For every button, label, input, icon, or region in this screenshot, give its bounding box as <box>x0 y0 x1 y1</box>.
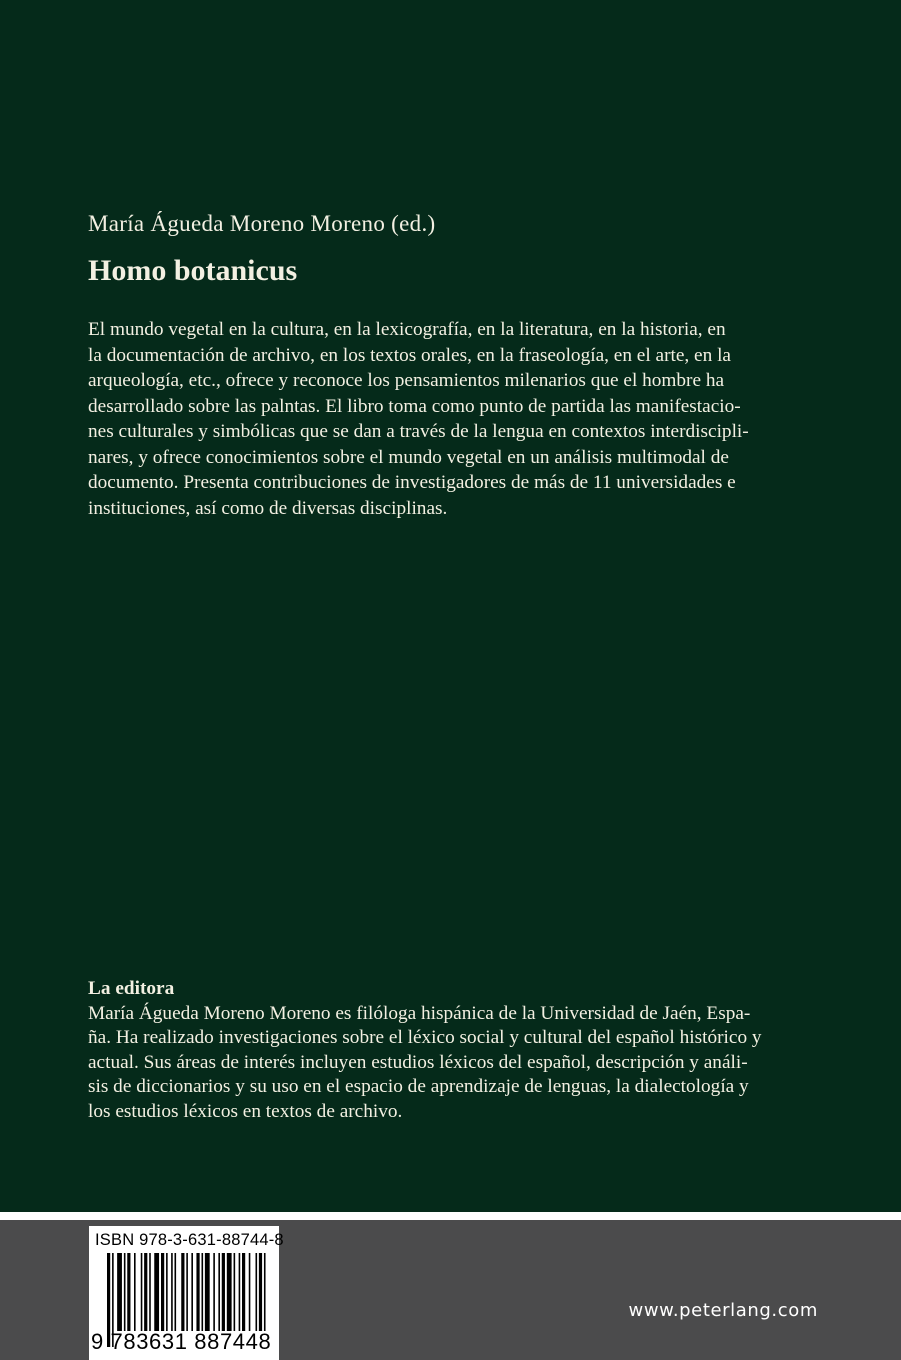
barcode-bar <box>222 1253 225 1331</box>
bio-line: los estudios léxicos en textos de archivo. <box>88 1100 403 1122</box>
bio-line: sis de diccionarios y su uso en el espacio de aprendizaje de lenguas, la dialectología y <box>88 1076 749 1098</box>
barcode-bar <box>242 1253 245 1331</box>
bio-line: María Águeda Moreno Moreno es filóloga hispánica de la Universidad de Jaén, Espa- <box>88 1003 751 1024</box>
book-title: Homo botanicus <box>88 254 298 287</box>
description-line: desarrollado sobre las palntas. El libro toma como punto de partida las manifestacio- <box>88 395 741 417</box>
description-line: instituciones, así como de diversas disciplinas. <box>88 497 448 519</box>
author-line: María Águeda Moreno Moreno (ed.) <box>88 211 436 236</box>
editor-bio <box>88 1002 828 1124</box>
barcode-bar <box>181 1253 184 1331</box>
description-line: nes culturales y simbólicas que se dan a través de la lengua en contextos interdiscipli- <box>88 421 749 442</box>
bio-line: ña. Ha realizado investigaciones sobre el léxico social y cultural del español histórico y <box>88 1027 762 1049</box>
barcode-bar <box>161 1253 164 1331</box>
barcode-bar <box>171 1253 173 1331</box>
publisher-website: www.peterlang.com <box>628 1300 818 1321</box>
barcode-bar <box>239 1253 241 1331</box>
barcode-bar <box>149 1253 151 1331</box>
barcode-bar <box>117 1253 122 1331</box>
barcode-bar <box>227 1253 232 1331</box>
description-line: documento. Presenta contribuciones de investigadores de más de 11 universidades e <box>88 472 736 493</box>
isbn-number: ISBN 978-3-631-88744-8 <box>95 1231 284 1249</box>
barcode-bar <box>141 1253 143 1331</box>
barcode-bar <box>134 1253 136 1331</box>
description-line: arqueología, etc., ofrece y reconoce los pensamientos milenarios que el hombre ha <box>88 370 725 391</box>
barcode-bar <box>144 1253 147 1331</box>
barcode-bar <box>259 1253 262 1331</box>
barcode-bar <box>264 1253 266 1331</box>
barcode-bar <box>234 1253 236 1331</box>
editor-heading: La editora <box>88 978 175 999</box>
barcode-bar <box>166 1253 168 1331</box>
isbn-barcode <box>89 1226 284 1360</box>
barcode-bar <box>186 1253 188 1331</box>
barcode-bar <box>218 1253 220 1331</box>
barcode-bar <box>191 1253 193 1331</box>
barcode-bar <box>249 1253 251 1331</box>
description-line: nares, y ofrece conocimientos sobre el mundo vegetal en un análisis multimodal de <box>88 446 729 468</box>
barcode-bar <box>213 1253 215 1331</box>
barcode-bar <box>256 1253 258 1331</box>
barcode-bar <box>196 1253 199 1331</box>
bio-line: actual. Sus áreas de interés incluyen estudios léxicos del español, descripción y análi- <box>88 1051 748 1073</box>
barcode-bar <box>175 1253 177 1331</box>
description-line: El mundo vegetal en la cultura, en la lexicografía, en la literatura, en la historia, en <box>88 319 726 340</box>
description-line: la documentación de archivo, en los textos orales, en la fraseología, en el arte, en la <box>88 344 731 366</box>
book-description <box>88 317 828 521</box>
barcode-digits: 9 783631 887448 <box>91 1329 272 1354</box>
barcode-bar <box>127 1253 130 1331</box>
barcode-bar <box>205 1253 210 1331</box>
barcode-bar <box>154 1253 159 1331</box>
barcode-bar <box>124 1253 126 1331</box>
barcode-bar <box>202 1253 204 1331</box>
